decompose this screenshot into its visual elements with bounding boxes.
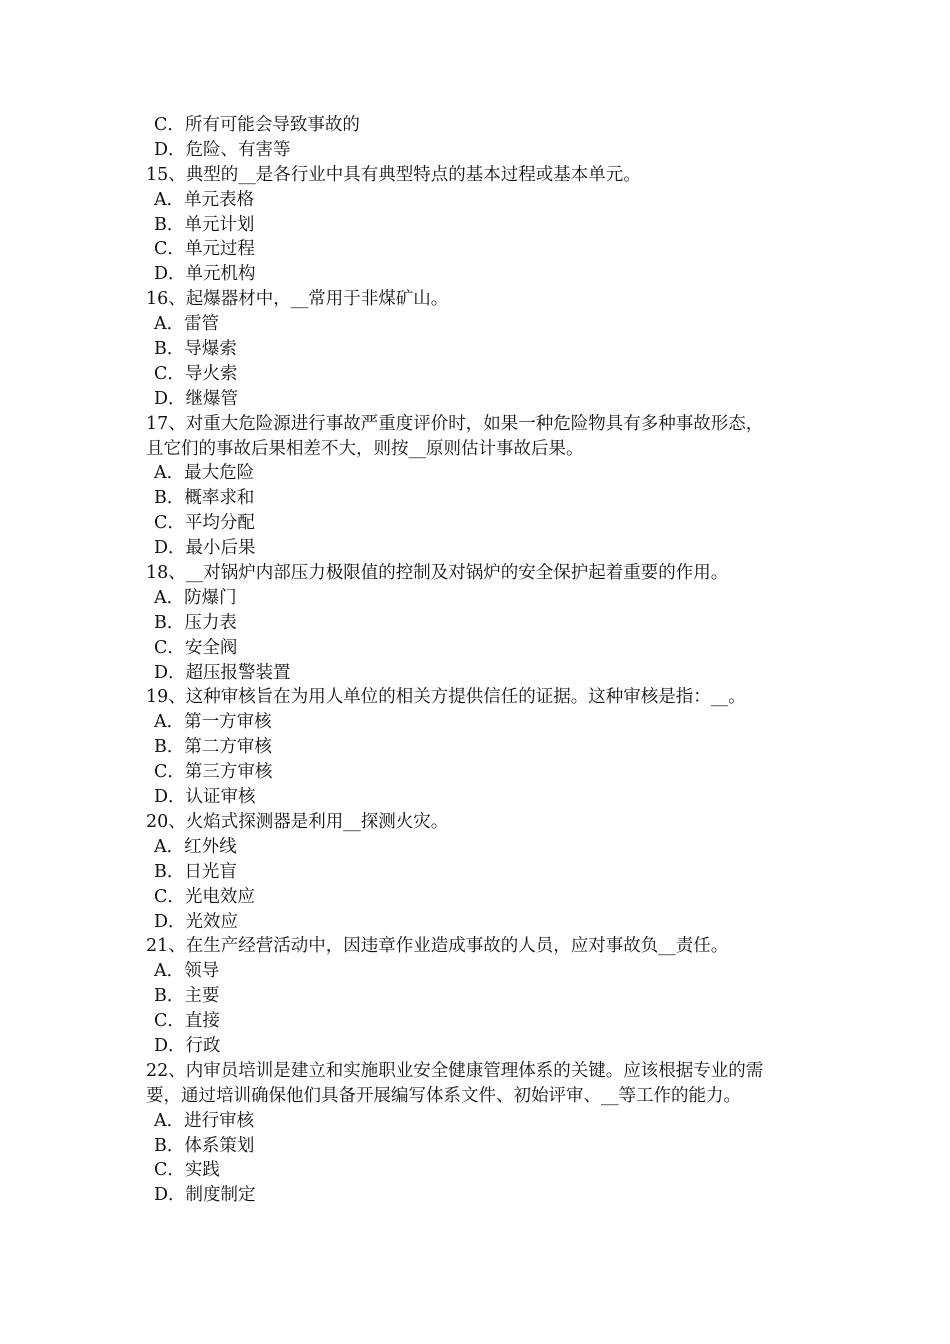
question-text: 18、__对锅炉内部压力极限值的控制及对锅炉的安全保护起着重要的作用。 bbox=[146, 563, 729, 584]
answer-option: A．第一方审核 bbox=[154, 712, 272, 733]
question-list bbox=[146, 113, 814, 1208]
answer-option: B．单元计划 bbox=[154, 214, 255, 235]
question-text: 16、起爆器材中，__常用于非煤矿山。 bbox=[146, 289, 449, 310]
answer-option: A．红外线 bbox=[154, 836, 237, 857]
answer-option: A．进行审核 bbox=[154, 1110, 255, 1131]
answer-option: D．最小后果 bbox=[154, 538, 256, 559]
answer-option: B．第二方审核 bbox=[154, 737, 272, 758]
answer-option: A．雷管 bbox=[154, 314, 220, 335]
answer-option: D．行政 bbox=[154, 1035, 221, 1056]
answer-option: C．导火索 bbox=[154, 363, 238, 384]
answer-option: A．领导 bbox=[154, 961, 220, 982]
answer-option: A．单元表格 bbox=[154, 189, 255, 210]
answer-option: A．防爆门 bbox=[154, 587, 237, 608]
answer-option: C．直接 bbox=[154, 1011, 220, 1032]
question-text: 22、内审员培训是建立和实施职业安全健康管理体系的关键。应该根据专业的需 bbox=[146, 1060, 764, 1081]
answer-option: B．导爆索 bbox=[154, 339, 237, 360]
question-text: 17、对重大危险源进行事故严重度评价时，如果一种危险物具有多种事故形态， bbox=[146, 413, 764, 434]
answer-option: D．危险、有害等 bbox=[154, 139, 291, 160]
question-text: 15、典型的__是各行业中具有典型特点的基本过程或基本单元。 bbox=[146, 164, 641, 185]
question-text: 20、火焰式探测器是利用__探测火灾。 bbox=[146, 811, 449, 832]
answer-option: D．认证审核 bbox=[154, 787, 256, 808]
answer-option: C．实践 bbox=[154, 1160, 220, 1181]
answer-option: B．压力表 bbox=[154, 612, 237, 633]
question-text: 21、在生产经营活动中，因违章作业造成事故的人员，应对事故负__责任。 bbox=[146, 936, 729, 957]
answer-option: B．概率求和 bbox=[154, 488, 255, 509]
answer-option: D．继爆管 bbox=[154, 388, 239, 409]
answer-option: D．制度制定 bbox=[154, 1185, 256, 1206]
answer-option: D．单元机构 bbox=[154, 264, 256, 285]
answer-option: B．体系策划 bbox=[154, 1135, 255, 1156]
question-text: 要，通过培训确保他们具备开展编写体系文件、初始评审、__等工作的能力。 bbox=[146, 1085, 741, 1106]
question-text: 19、这种审核旨在为用人单位的相关方提供信任的证据。这种审核是指：__。 bbox=[146, 687, 746, 708]
answer-option: C．平均分配 bbox=[154, 513, 255, 534]
question-text: 且它们的事故后果相差不大，则按__原则估计事故后果。 bbox=[146, 438, 584, 459]
answer-option: B．日光盲 bbox=[154, 861, 237, 882]
answer-option: C．光电效应 bbox=[154, 886, 255, 907]
answer-option: C．第三方审核 bbox=[154, 762, 273, 783]
answer-option: A．最大危险 bbox=[154, 463, 255, 484]
answer-option: D．超压报警装置 bbox=[154, 662, 291, 683]
answer-option: D．光效应 bbox=[154, 911, 239, 932]
answer-option: C．所有可能会导致事故的 bbox=[154, 115, 360, 135]
answer-option: C．单元过程 bbox=[154, 239, 255, 260]
answer-option: B．主要 bbox=[154, 986, 220, 1007]
answer-option: C．安全阀 bbox=[154, 637, 238, 658]
